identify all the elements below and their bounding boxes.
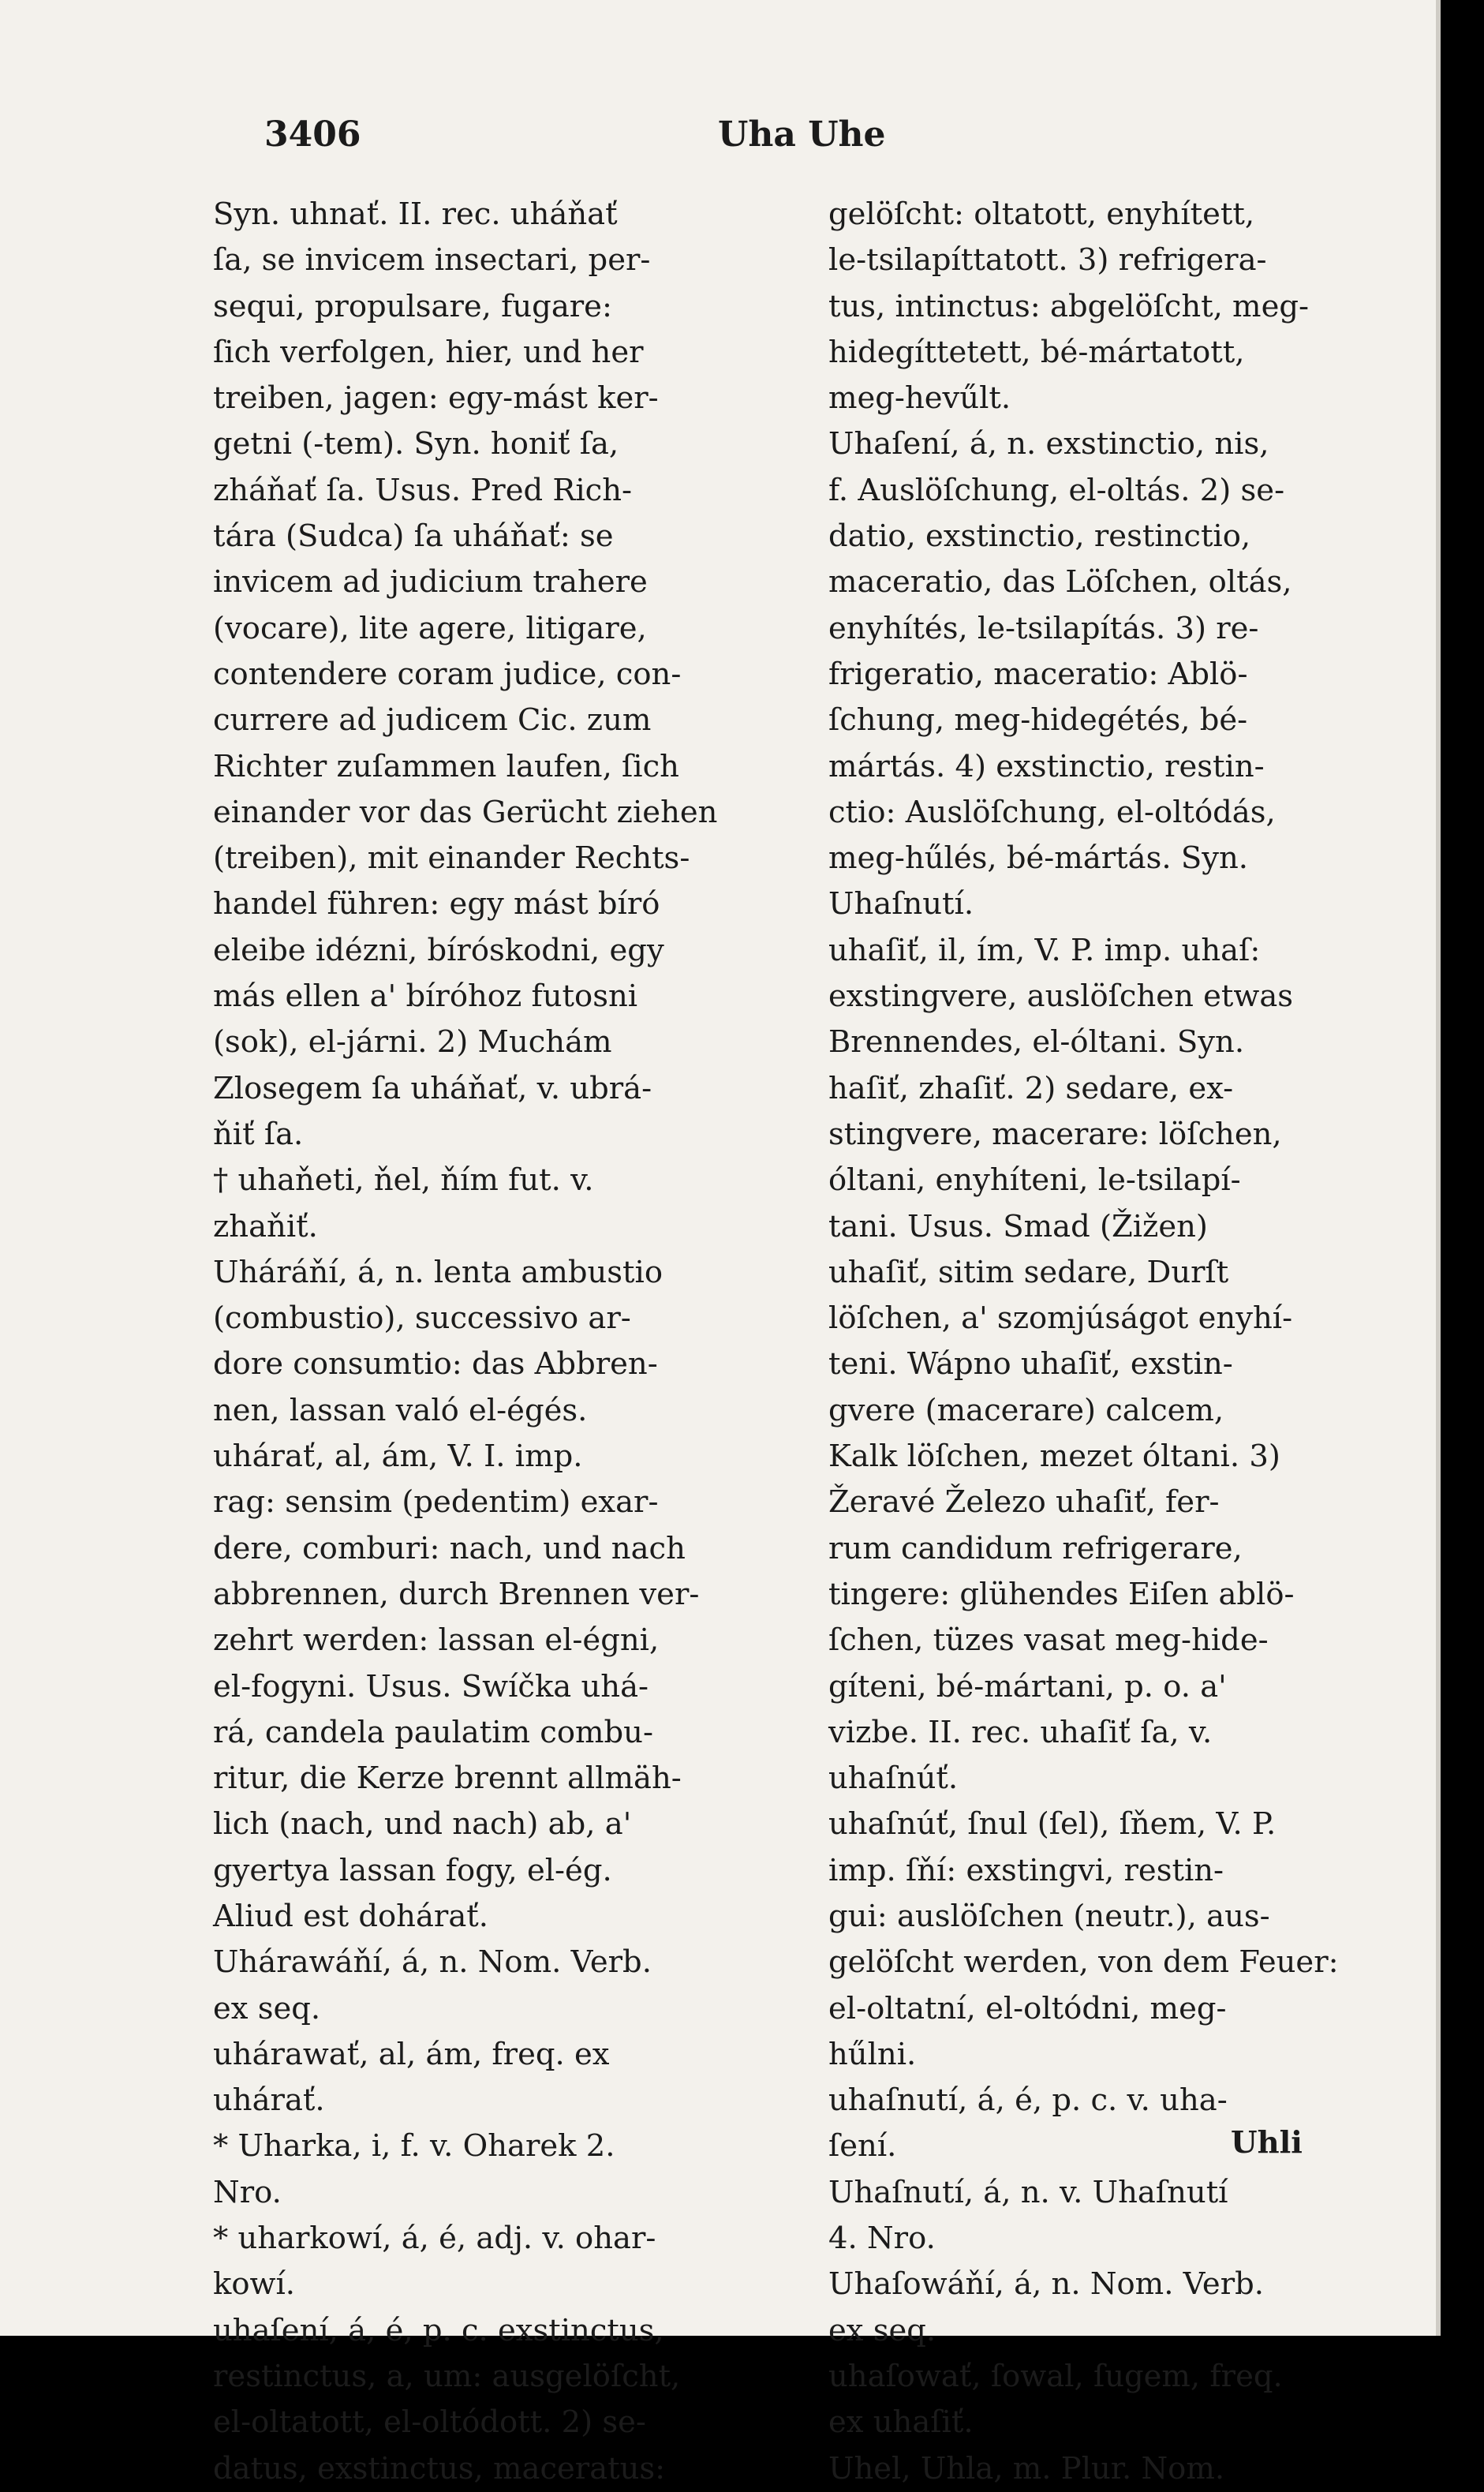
catchword: Uhli: [1231, 2125, 1303, 2161]
page-number: 3406: [264, 114, 361, 155]
text-line: currere ad judicem Cic. zum: [213, 702, 652, 739]
text-line: ſchen, tüzes vasat meg-hide-: [828, 1622, 1269, 1659]
text-line: vizbe. II. rec. uhaſiť ſa, v.: [828, 1714, 1213, 1750]
text-line: le-tsilapíttatott. 3) refrigera-: [828, 242, 1267, 279]
text-line: lich (nach, und nach) ab, a': [213, 1806, 632, 1843]
text-line: ex seq.: [828, 2312, 936, 2348]
text-line: abbrennen, durch Brennen ver-: [213, 1576, 700, 1612]
text-line: Kalk löſchen, mezet óltani. 3): [828, 1439, 1280, 1475]
text-line: Syn. uhnať. II. rec. uháňať: [213, 196, 618, 232]
text-line: getni (-tem). Syn. honiť ſa,: [213, 426, 619, 462]
text-line: tani. Usus. Smad (Žižen): [828, 1208, 1208, 1244]
text-line: zháňať ſa. Usus. Pred Rich-: [213, 472, 633, 508]
text-line: ritur, die Kerze brennt allmäh-: [213, 1760, 682, 1797]
text-line: gvere (macerare) calcem,: [828, 1392, 1224, 1428]
text-line: dere, comburi: nach, und nach: [213, 1530, 686, 1566]
text-line: eleibe idézni, bíróskodni, egy: [213, 932, 664, 968]
text-line: Uhaſnutí, á, n. v. Uhaſnutí: [828, 2174, 1228, 2210]
text-line: contendere coram judice, con-: [213, 656, 682, 692]
text-line: * Uharka, i, f. v. Oharek 2.: [213, 2128, 615, 2165]
text-line: datio, exstinctio, restinctio,: [828, 518, 1251, 555]
text-line: haſiť, zhaſiť. 2) sedare, ex-: [828, 1070, 1234, 1106]
text-line: gelöſcht: oltatott, enyhített,: [828, 196, 1255, 232]
text-line: treiben, jagen: egy-mást ker-: [213, 380, 659, 417]
text-line: Uhel, Uhla, m. Plur. Nom.: [828, 2450, 1225, 2486]
text-line: (combustio), successivo ar-: [213, 1300, 631, 1337]
text-line: uhaſiť, sitim sedare, Durſt: [828, 1254, 1229, 1290]
text-line: † uhaňeti, ňel, ňím fut. v.: [213, 1162, 594, 1199]
text-line: gíteni, bé-mártani, p. o. a': [828, 1668, 1227, 1704]
text-line: restinctus, a, um: ausgelöſcht,: [213, 2358, 681, 2394]
text-line: ex uhaſiť.: [828, 2404, 974, 2441]
text-line: rum candidum refrigerare,: [828, 1530, 1243, 1566]
text-line: tus, intinctus: abgelöſcht, meg-: [828, 288, 1310, 324]
text-line: ſa, se invicem insectari, per-: [213, 242, 651, 279]
text-line: ctio: Auslöſchung, el-oltódás,: [828, 794, 1276, 830]
text-line: ňiť ſa.: [213, 1116, 304, 1152]
text-line: rag: sensim (pedentim) exar-: [213, 1484, 659, 1521]
right-column: [828, 192, 1412, 2492]
text-line: meg-hűlés, bé-mártás. Syn.: [828, 840, 1248, 877]
text-line: Uhaſowáňí, á, n. Nom. Verb.: [828, 2266, 1265, 2303]
page-header: [0, 114, 1436, 162]
text-line: einander vor das Gerücht ziehen: [213, 794, 718, 830]
text-line: (treiben), mit einander Rechts-: [213, 840, 690, 877]
text-line: Uhaſení, á, n. exstinctio, nis,: [828, 426, 1269, 462]
text-line: el-oltatní, el-oltódni, meg-: [828, 1990, 1227, 2026]
text-line: tára (Sudca) ſa uháňať: se: [213, 518, 614, 555]
text-line: uhaſnúť.: [828, 1760, 959, 1797]
text-line: uhaſnúť, ſnul (ſel), ſňem, V. P.: [828, 1806, 1277, 1843]
text-line: f. Auslöſchung, el-oltás. 2) se-: [828, 472, 1285, 508]
text-line: ſení.: [828, 2128, 897, 2165]
text-line: (sok), el-járni. 2) Muchám: [213, 1024, 612, 1061]
text-line: teni. Wápno uhaſiť, exstin-: [828, 1346, 1233, 1383]
text-line: meg-hevűlt.: [828, 380, 1011, 417]
text-line: maceratio, das Löſchen, oltás,: [828, 564, 1292, 601]
text-line: óltani, enyhíteni, le-tsilapí-: [828, 1162, 1241, 1199]
text-line: uhárať.: [213, 2082, 325, 2119]
text-line: nen, lassan való el-égés.: [213, 1392, 588, 1428]
text-line: dore consumtio: das Abbren-: [213, 1346, 658, 1383]
text-line: gyertya lassan fogy, el-ég.: [213, 1852, 612, 1888]
text-line: el-fogyni. Usus. Swíčka uhá-: [213, 1668, 649, 1704]
text-line: Žeravé Železo uhaſiť, fer-: [828, 1484, 1220, 1521]
text-line: ſchung, meg-hidegétés, bé-: [828, 702, 1248, 739]
text-line: ſich verfolgen, hier, und her: [213, 334, 644, 370]
text-line: uhaſowať, ſowal, ſugem, freq.: [828, 2358, 1283, 2394]
text-line: Richter zuſammen laufen, ſich: [213, 748, 679, 784]
text-line: uhaſení, á, é, p. c. exstinctus,: [213, 2312, 664, 2348]
text-line: handel führen: egy mást bíró: [213, 886, 660, 922]
text-line: Uhárawáňí, á, n. Nom. Verb.: [213, 1944, 652, 1981]
text-line: tingere: glühendes Eiſen ablö-: [828, 1576, 1295, 1612]
text-line: invicem ad judicium trahere: [213, 564, 648, 601]
text-line: enyhítés, le-tsilapítás. 3) re-: [828, 610, 1259, 646]
text-line: hidegíttetett, bé-mártatott,: [828, 334, 1245, 370]
text-line: gelöſcht werden, von dem Feuer:: [828, 1944, 1339, 1981]
text-line: sequi, propulsare, fugare:: [213, 288, 612, 324]
text-line: Zlosegem ſa uháňať, v. ubrá-: [213, 1070, 652, 1106]
left-column: [213, 192, 797, 2492]
text-line: gui: auslöſchen (neutr.), aus-: [828, 1898, 1270, 1934]
text-line: 4. Nro.: [828, 2221, 936, 2257]
text-line: más ellen a' bíróhoz futosni: [213, 978, 638, 1015]
text-line: uhárať, al, ám, V. I. imp.: [213, 1439, 583, 1475]
text-line: hűlni.: [828, 2036, 917, 2072]
text-line: rá, candela paulatim combu-: [213, 1714, 653, 1750]
running-head: Uha Uhe: [718, 114, 886, 155]
text-line: uhaſiť, il, ím, V. P. imp. uhaſ:: [828, 932, 1261, 968]
text-line: frigeratio, maceratio: Ablö-: [828, 656, 1248, 692]
text-line: uhárawať, al, ám, freq. ex: [213, 2036, 610, 2072]
text-line: zhaňiť.: [213, 1208, 318, 1244]
text-line: Uháráňí, á, n. lenta ambustio: [213, 1254, 664, 1290]
text-line: * uharkowí, á, é, adj. v. ohar-: [213, 2221, 656, 2257]
text-line: Nro.: [213, 2174, 282, 2210]
text-line: datus, exstinctus, maceratus:: [213, 2450, 666, 2486]
text-line: ex seq.: [213, 1990, 321, 2026]
text-line: uhaſnutí, á, é, p. c. v. uha-: [828, 2082, 1228, 2119]
text-line: exstingvere, auslöſchen etwas: [828, 978, 1294, 1015]
text-line: stingvere, macerare: löſchen,: [828, 1116, 1282, 1152]
text-line: Uhaſnutí.: [828, 886, 974, 922]
text-line: mártás. 4) exstinctio, restin-: [828, 748, 1265, 784]
text-line: Brennendes, el-óltani. Syn.: [828, 1024, 1245, 1061]
text-line: imp. ſňí: exstingvi, restin-: [828, 1852, 1224, 1888]
text-line: kowí.: [213, 2266, 296, 2303]
text-line: löſchen, a' szomjúságot enyhí-: [828, 1300, 1293, 1337]
text-line: zehrt werden: lassan el-égni,: [213, 1622, 660, 1659]
text-line: Aliud est dohárať.: [213, 1898, 489, 1934]
text-line: el-oltatott, el-oltódott. 2) se-: [213, 2404, 646, 2441]
text-line: (vocare), lite agere, litigare,: [213, 610, 647, 646]
